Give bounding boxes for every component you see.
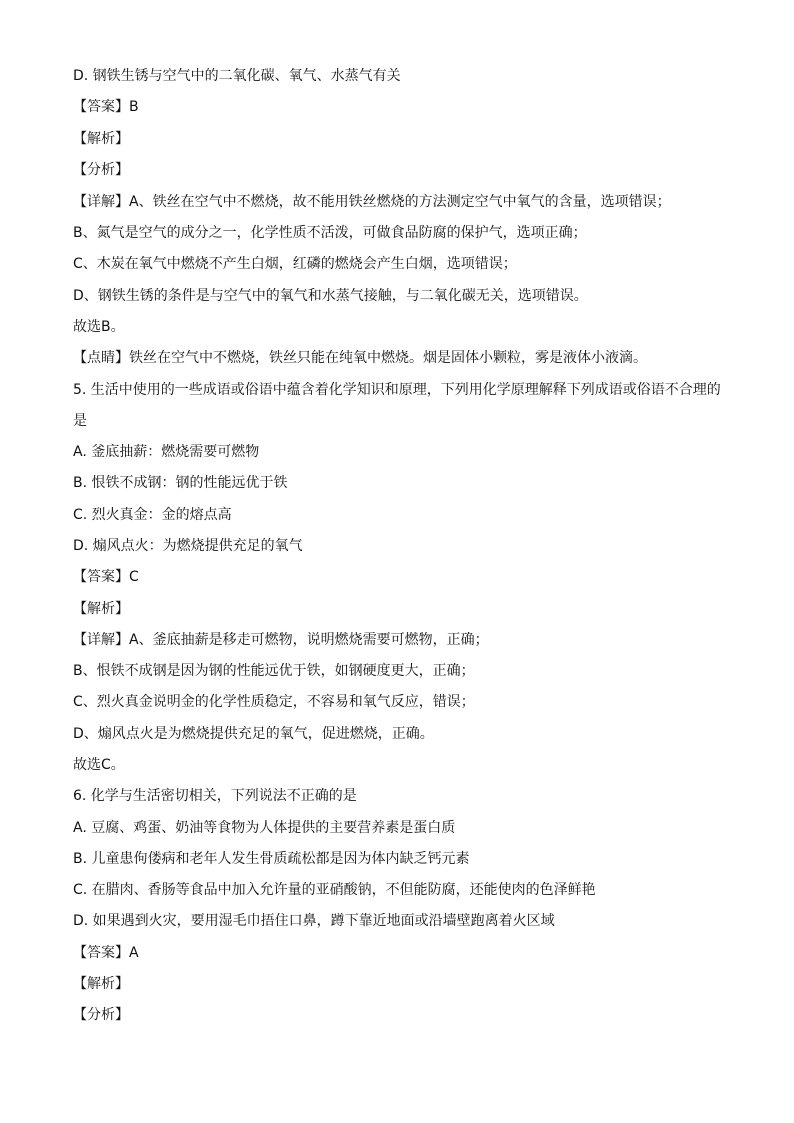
option-d-q4: D. 钢铁生锈与空气中的二氧化碳、氧气、水蒸气有关: [73, 68, 401, 84]
option-c-q5: C. 烈火真金：金的熔点高: [73, 507, 232, 523]
detail-b-q4: B、氮气是空气的成分之一，化学性质不活泼，可做食品防腐的保护气，选项正确；: [73, 225, 587, 241]
detail-d-q5: D、煽风点火是为燃烧提供充足的氧气，促进燃烧，正确。: [73, 726, 434, 742]
option-a-q5: A. 釜底抽薪：燃烧需要可燃物: [73, 444, 260, 460]
question-5-stem: 5. 生活中使用的一些成语或俗语中蕴含着化学知识和原理，下列用化学原理解释下列成语或俗语不合理的: [73, 382, 721, 398]
answer-label-q4: 【答案】B: [73, 99, 139, 115]
conclusion-q5: 故选C。: [73, 757, 125, 773]
question-6-stem: 6. 化学与生活密切相关，下列说法不正确的是: [73, 788, 357, 804]
key-point-q4: 【点睛】铁丝在空气中不燃烧，铁丝只能在纯氧中燃烧。烟是固体小颗粒，雾是液体小液滴。: [73, 350, 647, 366]
option-b-q6: B. 儿童患佝偻病和老年人发生骨质疏松都是因为体内缺乏钙元素: [73, 851, 470, 867]
detail-c-q4: C、木炭在氧气中燃烧不产生白烟，红磷的燃烧会产生白烟，选项错误；: [73, 256, 517, 272]
breakdown-label-q6: 【分析】: [73, 1007, 129, 1023]
option-a-q6: A. 豆腐、鸡蛋、奶油等食物为人体提供的主要营养素是蛋白质: [73, 820, 456, 836]
option-c-q6: C. 在腊肉、香肠等食品中加入允许量的亚硝酸钠，不但能防腐，还能使肉的色泽鲜艳: [73, 882, 596, 898]
question-5-stem-cont: 是: [73, 413, 87, 429]
option-b-q5: B. 恨铁不成钢：钢的性能远优于铁: [73, 475, 288, 491]
detail-b-q5: B、恨铁不成钢是因为钢的性能远优于铁，如钢硬度更大，正确；: [73, 663, 475, 679]
analysis-label-q6: 【解析】: [73, 976, 129, 992]
answer-label-q6: 【答案】A: [73, 945, 139, 961]
analysis-label-q5: 【解析】: [73, 601, 129, 617]
option-d-q5: D. 煽风点火：为燃烧提供充足的氧气: [73, 538, 303, 554]
breakdown-label-q4: 【分析】: [73, 162, 129, 178]
detail-a-q4: 【详解】A、铁丝在空气中不燃烧，故不能用铁丝燃烧的方法测定空气中氧气的含量，选项错误；: [73, 194, 671, 210]
option-d-q6: D. 如果遇到火灾，要用湿毛巾捂住口鼻，蹲下靠近地面或沿墙壁跑离着火区域: [73, 913, 555, 929]
conclusion-q4: 故选B。: [73, 319, 125, 335]
detail-c-q5: C、烈火真金说明金的化学性质稳定，不容易和氧气反应，错误；: [73, 694, 475, 710]
detail-a-q5: 【详解】A、釜底抽薪是移走可燃物，说明燃烧需要可燃物，正确；: [73, 632, 489, 648]
detail-d-q4: D、钢铁生锈的条件是与空气中的氧气和水蒸气接触，与二氧化碳无关，选项错误。: [73, 288, 588, 304]
analysis-label-q4: 【解析】: [73, 131, 129, 147]
answer-label-q5: 【答案】C: [73, 569, 139, 585]
